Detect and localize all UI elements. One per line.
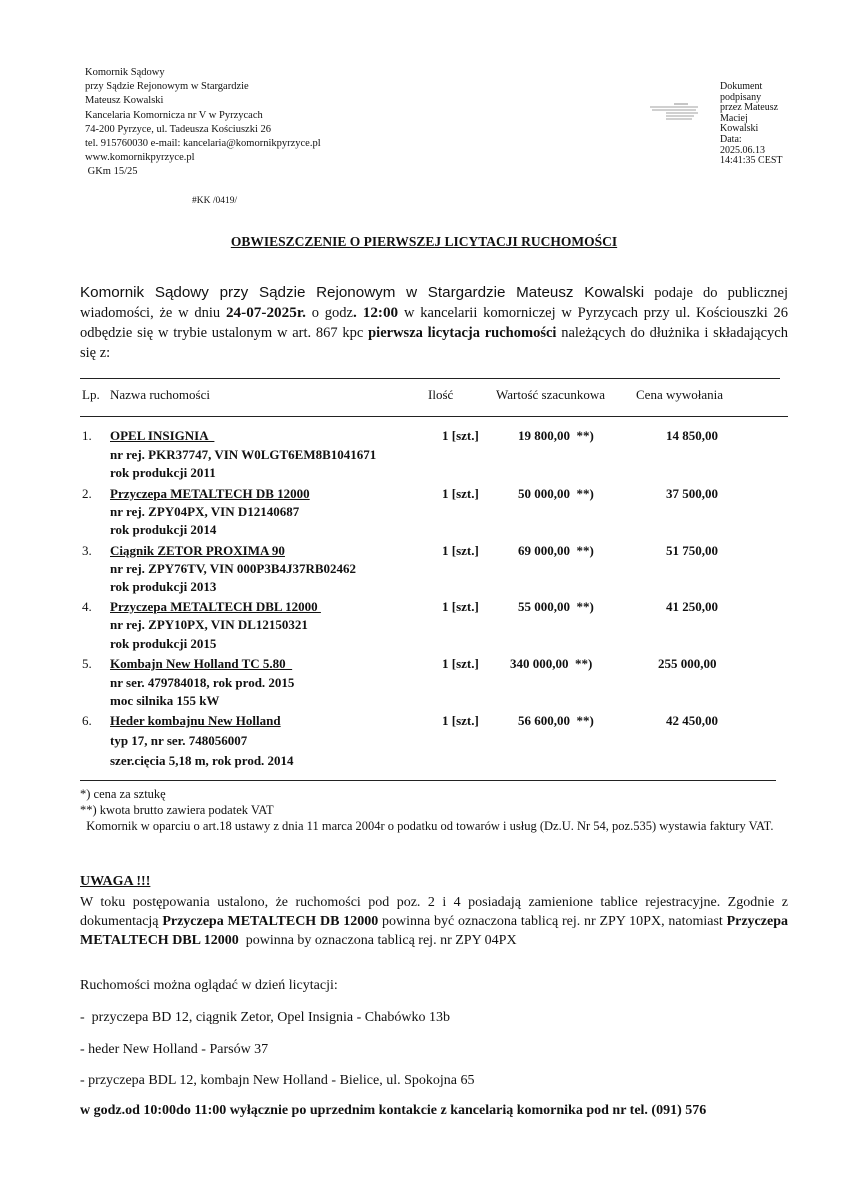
row-value: 69 000,00 **) <box>518 543 594 558</box>
header-line: Kancelaria Komornicza nr V w Pyrzycach <box>85 109 263 121</box>
note-vat: **) kwota brutto zawiera podatek VAT <box>80 803 274 817</box>
row-value: 50 000,00 **) <box>518 486 594 501</box>
row-detail: rok produkcji 2011 <box>110 465 216 480</box>
note-invoice: Komornik w oparciu o art.18 ustawy z dnia 11 marca 2004r o podatku od towarów i usług (Dz.U. Nr 54, poz.535) wystawia faktury VAT. <box>80 819 774 833</box>
table-notes <box>80 786 788 834</box>
row-lp: 4. <box>82 599 92 614</box>
row-price: 42 450,00 <box>666 713 718 728</box>
header-line: Mateusz Kowalski <box>85 95 164 107</box>
viewing-intro: Ruchomości można oglądać w dzień licytacji: <box>80 978 338 993</box>
signature-time: 14:41:35 CEST <box>720 155 783 167</box>
signature-stamp-icon <box>648 100 700 126</box>
header-line: Komornik Sądowy <box>85 67 165 78</box>
viewing-location: - przyczepa BD 12, ciągnik Zetor, Opel Insignia - Chabówko 13b <box>80 1010 450 1025</box>
col-header-price: Cena wywołania <box>636 387 724 402</box>
row-detail: nr rej. PKR37747, VIN W0LGT6EM8B1041671 <box>110 447 377 462</box>
row-qty: 1 [szt.] <box>442 428 479 443</box>
row-value: 56 600,00 **) <box>518 713 594 728</box>
viewing-location: - heder New Holland - Parsów 37 <box>80 1042 269 1057</box>
warning-text: powinna by oznaczona tablicą rej. nr ZPY 04PX <box>238 933 517 948</box>
row-detail: nr rej. ZPY04PX, VIN D12140687 <box>110 504 300 519</box>
auction-time: . 12:00 <box>352 304 399 321</box>
row-qty: 1 [szt.] <box>442 599 479 614</box>
signature-line: Data: <box>720 133 742 145</box>
warning-paragraph <box>80 893 788 950</box>
row-name: OPEL INSIGNIA <box>110 428 215 443</box>
header-line: przy Sądzie Rejonowym w Stargardzie <box>85 81 249 93</box>
row-value: 55 000,00 **) <box>518 599 594 614</box>
row-name: Przyczepa METALTECH DBL 12000 <box>110 599 321 614</box>
row-qty: 1 [szt.] <box>442 656 479 671</box>
row-lp: 6. <box>82 713 92 728</box>
signature-date: 2025.06.13 <box>720 144 765 156</box>
viewing-hours: w godz.od 10:00do 11:00 wyłącznie po uprzednim kontakcie z kancelarią komornika pod nr tel. (091) 576 <box>80 1103 707 1118</box>
row-qty: 1 [szt.] <box>442 486 479 501</box>
row-detail: rok produkcji 2015 <box>110 636 217 651</box>
row-lp: 5. <box>82 656 92 671</box>
row-name: Kombajn New Holland TC 5.80 <box>110 656 293 671</box>
header-line: 74-200 Pyrzyce, ul. Tadeusza Kościuszki 26 <box>85 123 271 135</box>
warning-heading: UWAGA !!! <box>80 874 151 889</box>
col-header-lp: Lp. <box>82 387 100 402</box>
row-value: 19 800,00 **) <box>518 428 594 443</box>
row-value: 340 000,00 **) <box>510 656 593 671</box>
page-title: OBWIESZCZENIE O PIERWSZEJ LICYTACJI RUCHOMOŚCI <box>230 234 618 249</box>
row-detail: nr ser. 479784018, rok prod. 2015 <box>110 675 295 690</box>
intro-text: w kancelarii komorniczej w Pyrzycach przy ul. Kościouszki 26 odbędzie się w trybie ustalonym w art. 867 kpc <box>80 305 788 341</box>
row-lp: 1. <box>82 428 92 443</box>
warning-bold: Przyczepa METALTECH DBL 12000 <box>80 914 788 948</box>
intro-text: podaje do publicznej wiadomości, że w dniu <box>80 285 788 321</box>
header-contact: tel. 915760030 e-mail: kancelaria@komornikpyrzyce.pl <box>85 138 321 150</box>
table-bottom-rule <box>80 780 776 781</box>
row-qty: 1 [szt.] <box>442 713 479 728</box>
table-header-rule <box>80 416 788 417</box>
row-name: Przyczepa METALTECH DB 12000 <box>110 486 310 501</box>
col-header-qty: Ilość <box>428 387 454 402</box>
row-price: 14 850,00 <box>666 428 718 443</box>
case-number: GKm 15/25 <box>85 166 138 178</box>
row-detail: nr rej. ZPY76TV, VIN 000P3B4J37RB02462 <box>110 561 357 576</box>
col-header-name: Nazwa ruchomości <box>110 387 210 402</box>
intro-text: o godz <box>305 305 353 321</box>
intro-paragraph <box>80 283 788 363</box>
auction-date: 24-07-2025r. <box>225 304 306 321</box>
intro-bold: pierwsza licytacja ruchomości <box>368 325 557 341</box>
row-detail: rok produkcji 2013 <box>110 579 217 594</box>
row-lp: 2. <box>82 486 92 501</box>
note-price-per-unit: *) cena za sztukę <box>80 787 166 801</box>
viewing-location: - przyczepa BDL 12, kombajn New Holland - Bielice, ul. Spokojna 65 <box>80 1073 475 1088</box>
row-detail: moc silnika 155 kW <box>110 693 220 708</box>
reference-number: #KK /0419/ <box>192 196 238 206</box>
row-detail: szer.cięcia 5,18 m, rok prod. 2014 <box>110 753 294 768</box>
row-price: 255 000,00 <box>658 656 717 671</box>
warning-text: powinna być oznaczona tablicą rej. nr ZPY 10PX, natomiast <box>378 914 727 929</box>
row-qty: 1 [szt.] <box>442 543 479 558</box>
signature-line: Maciej <box>720 112 748 124</box>
bailiff-header <box>85 66 321 180</box>
row-lp: 3. <box>82 543 92 558</box>
row-price: 41 250,00 <box>666 599 718 614</box>
warning-text: W toku postępowania ustalono, że ruchomości pod poz. 2 i 4 posiadają zamienione tablice rejestracyjne. Zgodnie z dokumentacją <box>80 895 788 929</box>
row-price: 37 500,00 <box>666 486 718 501</box>
intro-text: należących do dłużnika i składających się z: <box>80 325 788 361</box>
digital-signature-info <box>720 82 783 167</box>
intro-text: Komornik Sądowy przy Sądzie Rejonowym w Stargardzie Mateusz Kowalski <box>80 284 645 301</box>
header-website: www.komornikpyrzyce.pl <box>85 152 195 164</box>
warning-bold: Przyczepa METALTECH DB 12000 <box>162 914 379 929</box>
row-name: Ciągnik ZETOR PROXIMA 90 <box>110 543 285 558</box>
row-detail: typ 17, nr ser. 748056007 <box>110 733 248 748</box>
table-top-rule <box>80 378 780 379</box>
col-header-value: Wartość szacunkowa <box>496 387 606 402</box>
signature-line: przez Mateusz <box>720 102 779 114</box>
row-name: Heder kombajnu New Holland <box>110 713 281 728</box>
signature-line: Dokument <box>720 81 763 92</box>
row-price: 51 750,00 <box>666 543 718 558</box>
row-detail: rok produkcji 2014 <box>110 522 217 537</box>
row-detail: nr rej. ZPY10PX, VIN DL12150321 <box>110 617 308 632</box>
signature-line: Kowalski <box>720 123 759 135</box>
signature-line: podpisany <box>720 91 762 103</box>
